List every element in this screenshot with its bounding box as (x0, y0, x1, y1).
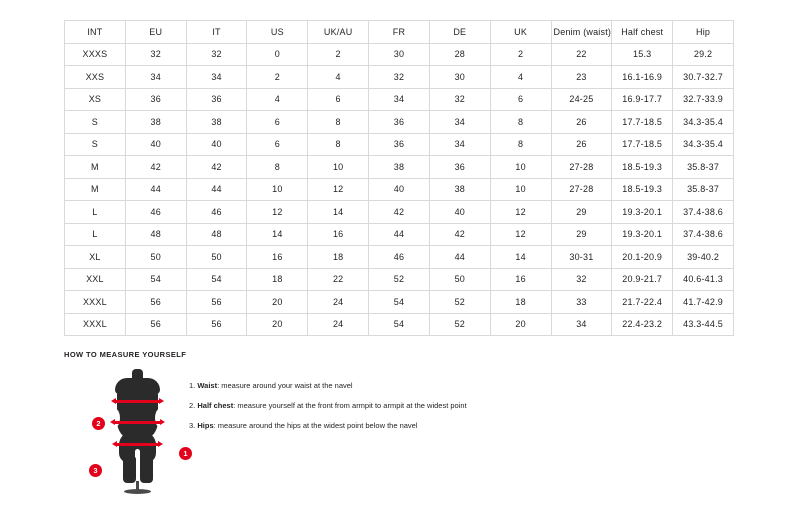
table-row (65, 66, 734, 89)
cell-hip: 37.4-38.6 (673, 223, 734, 246)
mannequin-stand-base (124, 489, 151, 494)
cell-denim-waist: 27-28 (551, 178, 612, 201)
cell-fr: 54 (369, 313, 430, 336)
cell-it: 50 (186, 246, 247, 269)
cell-uk-au: 22 (308, 268, 369, 291)
cell-hip: 34.3-35.4 (673, 111, 734, 134)
cell-uk: 12 (490, 201, 551, 224)
cell-fr: 54 (369, 291, 430, 314)
cell-hip: 39-40.2 (673, 246, 734, 269)
cell-denim-waist: 23 (551, 66, 612, 89)
cell-uk-au: 2 (308, 43, 369, 66)
cell-fr: 30 (369, 43, 430, 66)
cell-it: 34 (186, 66, 247, 89)
cell-hip: 40.6-41.3 (673, 268, 734, 291)
how-to-measure-section (64, 350, 764, 499)
cell-denim-waist: 24-25 (551, 88, 612, 111)
column-header-eu: EU (125, 21, 186, 44)
marker-2-half-chest: 2 (92, 417, 105, 430)
table-row (65, 291, 734, 314)
cell-half-chest: 20.9-21.7 (612, 268, 673, 291)
table-row (65, 156, 734, 179)
note-1-term: Waist (197, 381, 218, 390)
cell-eu: 56 (125, 313, 186, 336)
cell-fr: 32 (369, 66, 430, 89)
table-row (65, 313, 734, 336)
measure-note-half-chest (189, 401, 467, 411)
table-row (65, 43, 734, 66)
cell-uk: 10 (490, 178, 551, 201)
cell-half-chest: 17.7-18.5 (612, 133, 673, 156)
cell-eu: 56 (125, 291, 186, 314)
cell-uk: 20 (490, 313, 551, 336)
cell-int: L (65, 201, 126, 224)
cell-hip: 32.7-33.9 (673, 88, 734, 111)
cell-denim-waist: 29 (551, 223, 612, 246)
table-body (65, 43, 734, 336)
cell-int: S (65, 133, 126, 156)
note-1-number: 1. (189, 381, 196, 390)
cell-us: 4 (247, 88, 308, 111)
cell-us: 6 (247, 111, 308, 134)
column-header-uk: UK (490, 21, 551, 44)
cell-eu: 48 (125, 223, 186, 246)
cell-us: 20 (247, 291, 308, 314)
cell-int: M (65, 178, 126, 201)
cell-uk-au: 18 (308, 246, 369, 269)
cell-half-chest: 18.5-19.3 (612, 156, 673, 179)
cell-de: 34 (429, 133, 490, 156)
column-header-it: IT (186, 21, 247, 44)
cell-us: 18 (247, 268, 308, 291)
waist-arrow-left-icon (110, 419, 115, 425)
cell-uk-au: 8 (308, 111, 369, 134)
cell-half-chest: 16.9-17.7 (612, 88, 673, 111)
measure-note-hips (189, 421, 467, 431)
cell-eu: 34 (125, 66, 186, 89)
column-header-hip: Hip (673, 21, 734, 44)
cell-de: 42 (429, 223, 490, 246)
cell-half-chest: 22.4-23.2 (612, 313, 673, 336)
cell-int: XXXL (65, 313, 126, 336)
note-1-text: : measure around your waist at the navel (217, 381, 353, 390)
cell-it: 56 (186, 313, 247, 336)
cell-denim-waist: 33 (551, 291, 612, 314)
cell-us: 14 (247, 223, 308, 246)
cell-eu: 32 (125, 43, 186, 66)
cell-half-chest: 16.1-16.9 (612, 66, 673, 89)
cell-us: 20 (247, 313, 308, 336)
cell-uk: 14 (490, 246, 551, 269)
cell-fr: 52 (369, 268, 430, 291)
cell-uk-au: 24 (308, 291, 369, 314)
column-header-int: INT (65, 21, 126, 44)
cell-uk: 16 (490, 268, 551, 291)
cell-uk: 18 (490, 291, 551, 314)
cell-uk-au: 12 (308, 178, 369, 201)
size-chart-table-wrapper (64, 20, 734, 336)
cell-us: 16 (247, 246, 308, 269)
chest-arrow-right-icon (159, 398, 164, 404)
note-3-text: : measure around the hips at the widest point below the navel (213, 421, 418, 431)
cell-half-chest: 19.3-20.1 (612, 201, 673, 224)
waist-arrow-right-icon (160, 419, 165, 425)
note-2-number: 2. (189, 401, 196, 411)
size-chart-table (64, 20, 734, 336)
cell-denim-waist: 27-28 (551, 156, 612, 179)
table-row (65, 223, 734, 246)
cell-denim-waist: 26 (551, 111, 612, 134)
mannequin-leg-right (140, 457, 153, 483)
cell-uk: 12 (490, 223, 551, 246)
column-header-de: DE (429, 21, 490, 44)
cell-fr: 36 (369, 111, 430, 134)
cell-de: 40 (429, 201, 490, 224)
cell-uk-au: 16 (308, 223, 369, 246)
cell-uk: 2 (490, 43, 551, 66)
cell-int: XXXL (65, 291, 126, 314)
cell-us: 8 (247, 156, 308, 179)
cell-fr: 36 (369, 133, 430, 156)
cell-de: 38 (429, 178, 490, 201)
note-2-text: : measure yourself at the front from armpit to armpit at the widest point (233, 401, 467, 411)
hips-measure-band-icon (117, 443, 158, 446)
cell-fr: 40 (369, 178, 430, 201)
cell-uk-au: 4 (308, 66, 369, 89)
column-header-denim-waist: Denim (waist) (551, 21, 612, 44)
column-header-half-chest: Half chest (612, 21, 673, 44)
table-header (65, 21, 734, 44)
cell-half-chest: 15.3 (612, 43, 673, 66)
cell-eu: 46 (125, 201, 186, 224)
cell-de: 30 (429, 66, 490, 89)
cell-uk: 8 (490, 133, 551, 156)
cell-hip: 29.2 (673, 43, 734, 66)
cell-fr: 34 (369, 88, 430, 111)
cell-half-chest: 19.3-20.1 (612, 223, 673, 246)
table-row (65, 88, 734, 111)
cell-half-chest: 20.1-20.9 (612, 246, 673, 269)
cell-de: 34 (429, 111, 490, 134)
table-row (65, 246, 734, 269)
cell-denim-waist: 30-31 (551, 246, 612, 269)
cell-de: 44 (429, 246, 490, 269)
cell-int: M (65, 156, 126, 179)
cell-it: 32 (186, 43, 247, 66)
cell-de: 28 (429, 43, 490, 66)
cell-us: 0 (247, 43, 308, 66)
note-2-term: Half chest (197, 401, 234, 411)
table-row (65, 111, 734, 134)
cell-denim-waist: 22 (551, 43, 612, 66)
cell-uk: 10 (490, 156, 551, 179)
cell-hip: 37.4-38.6 (673, 201, 734, 224)
table-row (65, 133, 734, 156)
cell-it: 44 (186, 178, 247, 201)
cell-uk: 4 (490, 66, 551, 89)
cell-uk: 6 (490, 88, 551, 111)
cell-us: 2 (247, 66, 308, 89)
cell-uk-au: 8 (308, 133, 369, 156)
cell-eu: 42 (125, 156, 186, 179)
cell-it: 48 (186, 223, 247, 246)
measure-notes-column (189, 369, 467, 441)
note-3-term: Hips (197, 421, 214, 431)
cell-eu: 54 (125, 268, 186, 291)
cell-int: S (65, 111, 126, 134)
table-row (65, 178, 734, 201)
cell-int: XL (65, 246, 126, 269)
cell-hip: 43.3-44.5 (673, 313, 734, 336)
cell-de: 52 (429, 313, 490, 336)
cell-it: 56 (186, 291, 247, 314)
hips-arrow-left-icon (112, 441, 117, 447)
measure-note-waist (189, 381, 467, 391)
cell-denim-waist: 26 (551, 133, 612, 156)
half-chest-measure-band-icon (116, 400, 159, 403)
table-header-row (65, 21, 734, 44)
cell-eu: 40 (125, 133, 186, 156)
cell-it: 36 (186, 88, 247, 111)
cell-eu: 44 (125, 178, 186, 201)
cell-hip: 35.8-37 (673, 178, 734, 201)
cell-eu: 50 (125, 246, 186, 269)
cell-it: 38 (186, 111, 247, 134)
column-header-fr: FR (369, 21, 430, 44)
cell-int: XS (65, 88, 126, 111)
marker-3-hips: 3 (89, 464, 102, 477)
cell-eu: 36 (125, 88, 186, 111)
cell-de: 32 (429, 88, 490, 111)
mannequin-illustration-column (64, 369, 189, 499)
cell-us: 6 (247, 133, 308, 156)
cell-it: 54 (186, 268, 247, 291)
cell-denim-waist: 29 (551, 201, 612, 224)
cell-it: 46 (186, 201, 247, 224)
cell-hip: 35.8-37 (673, 156, 734, 179)
column-header-us: US (247, 21, 308, 44)
cell-int: L (65, 223, 126, 246)
how-to-measure-title: HOW TO MEASURE YOURSELF (64, 350, 187, 359)
mannequin-leg-left (123, 457, 136, 483)
cell-half-chest: 18.5-19.3 (612, 178, 673, 201)
cell-uk: 8 (490, 111, 551, 134)
cell-int: XXXS (65, 43, 126, 66)
hips-arrow-right-icon (158, 441, 163, 447)
cell-de: 52 (429, 291, 490, 314)
cell-uk-au: 24 (308, 313, 369, 336)
cell-int: XXL (65, 268, 126, 291)
cell-fr: 42 (369, 201, 430, 224)
cell-hip: 34.3-35.4 (673, 133, 734, 156)
cell-hip: 30.7-32.7 (673, 66, 734, 89)
cell-us: 12 (247, 201, 308, 224)
table-row (65, 268, 734, 291)
how-to-measure-body (64, 369, 764, 499)
cell-int: XXS (65, 66, 126, 89)
cell-fr: 46 (369, 246, 430, 269)
cell-it: 40 (186, 133, 247, 156)
cell-de: 50 (429, 268, 490, 291)
cell-hip: 41.7-42.9 (673, 291, 734, 314)
cell-uk-au: 14 (308, 201, 369, 224)
cell-fr: 44 (369, 223, 430, 246)
table-row (65, 201, 734, 224)
cell-us: 10 (247, 178, 308, 201)
cell-half-chest: 17.7-18.5 (612, 111, 673, 134)
chest-arrow-left-icon (111, 398, 116, 404)
mannequin-figure-icon (102, 369, 172, 499)
cell-denim-waist: 34 (551, 313, 612, 336)
cell-uk-au: 6 (308, 88, 369, 111)
cell-denim-waist: 32 (551, 268, 612, 291)
column-header-uk-au: UK/AU (308, 21, 369, 44)
cell-uk-au: 10 (308, 156, 369, 179)
note-3-number: 3. (189, 421, 196, 431)
cell-fr: 38 (369, 156, 430, 179)
cell-it: 42 (186, 156, 247, 179)
cell-half-chest: 21.7-22.4 (612, 291, 673, 314)
waist-measure-band-icon (115, 421, 160, 424)
marker-1-waist: 1 (179, 447, 192, 460)
cell-eu: 38 (125, 111, 186, 134)
cell-de: 36 (429, 156, 490, 179)
